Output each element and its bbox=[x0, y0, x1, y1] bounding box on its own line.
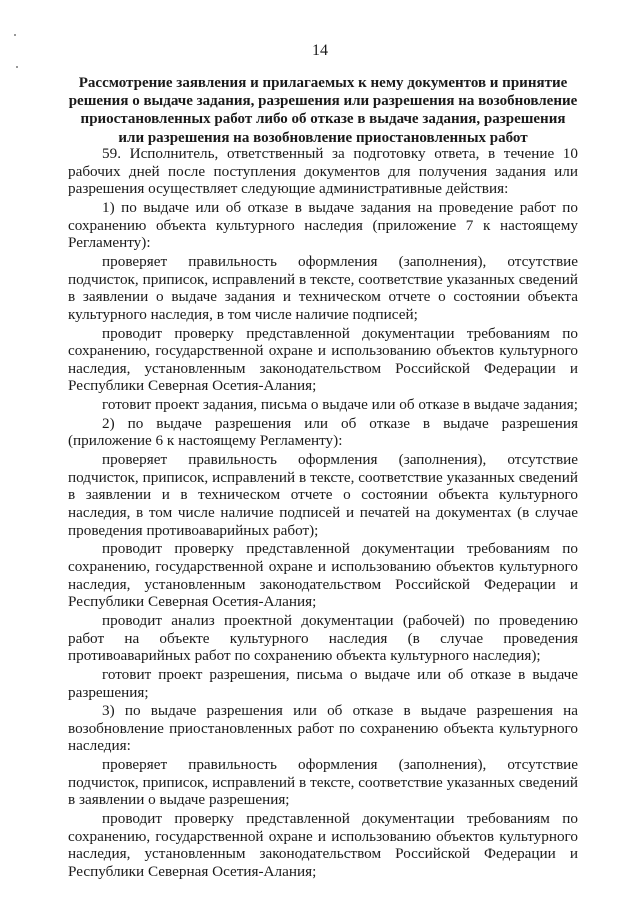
section-heading: Рассмотрение заявления и прилагаемых к нему документов и принятие решения о выдаче задания, разрешения или разрешения на возобновление приостановленных работ либо об отказе в выдаче задания, разрешения или разрешения на возобновление приостановленных работ bbox=[68, 75, 578, 146]
paragraph: проводит проверку представленной документации требованиям по сохранению, государственной охране и использованию объектов культурного наследия, установленным законодательством Российской Федерации и Республики Северная Осетия-Алания; bbox=[68, 540, 578, 611]
paragraph: 3) по выдаче разрешения или об отказе в выдаче разрешения на возобновление приостановленных работ по сохранению объекта культурного наследия: bbox=[68, 702, 578, 755]
document-body bbox=[68, 145, 578, 882]
paragraph: проверяет правильность оформления (заполнения), отсутствие подчисток, приписок, исправлений в тексте, соответствие указанных сведений в заявлении о выдаче разрешения; bbox=[68, 756, 578, 809]
paragraph: проводит анализ проектной документации (рабочей) по проведению работ на объекте культурного наследия (в случае проведения противоаварийных работ по сохранению объекта культурного наследия); bbox=[68, 611, 578, 665]
scan-speck bbox=[16, 66, 18, 68]
paragraph: 1) по выдаче или об отказе в выдаче задания на проведение работ по сохранению объекта культурного наследия (приложение 7 к настоящему Регламенту): bbox=[68, 198, 578, 252]
paragraph: готовит проект разрешения, письма о выдаче или об отказе в выдаче разрешения; bbox=[68, 665, 578, 701]
paragraph: 59. Исполнитель, ответственный за подготовку ответа, в течение 10 рабочих дней после поступления документов для получения задания или разрешения осуществляет следующие административные действия: bbox=[68, 145, 578, 198]
paragraph: проверяет правильность оформления (заполнения), отсутствие подчисток, приписок, исправлений в тексте, соответствие указанных сведений в заявлении о выдаче задания и техническом отчете о состоянии объекта культурного наследия, в том числе наличие подписей; bbox=[68, 252, 578, 323]
paragraph: 2) по выдаче разрешения или об отказе в выдаче разрешения (приложение 6 к настоящему Регламенту): bbox=[68, 414, 578, 450]
paragraph: готовит проект задания, письма о выдаче или об отказе в выдаче задания; bbox=[102, 396, 578, 414]
paragraph: проводит проверку представленной документации требованиям по сохранению, государственной охране и использованию объектов культурного наследия, установленным законодательством Российской Федерации и Республики Северная Осетия-Алания; bbox=[68, 810, 578, 880]
page-number: 14 bbox=[312, 42, 328, 59]
paragraph: проверяет правильность оформления (заполнения), отсутствие подчисток, приписок, исправлений в тексте, соответствие указанных сведений в заявлении и в техническом отчете о состоянии объекта культурного наследия, в том числе наличие подписей и печатей на документах (в случае проведения противоаварийных работ); bbox=[68, 451, 578, 539]
paragraph: проводит проверку представленной документации требованиям по сохранению, государственной охране и использованию объектов культурного наследия, установленным законодательством Российской Федерации и Республики Северная Осетия-Алания; bbox=[68, 324, 578, 395]
scan-speck bbox=[14, 34, 16, 36]
